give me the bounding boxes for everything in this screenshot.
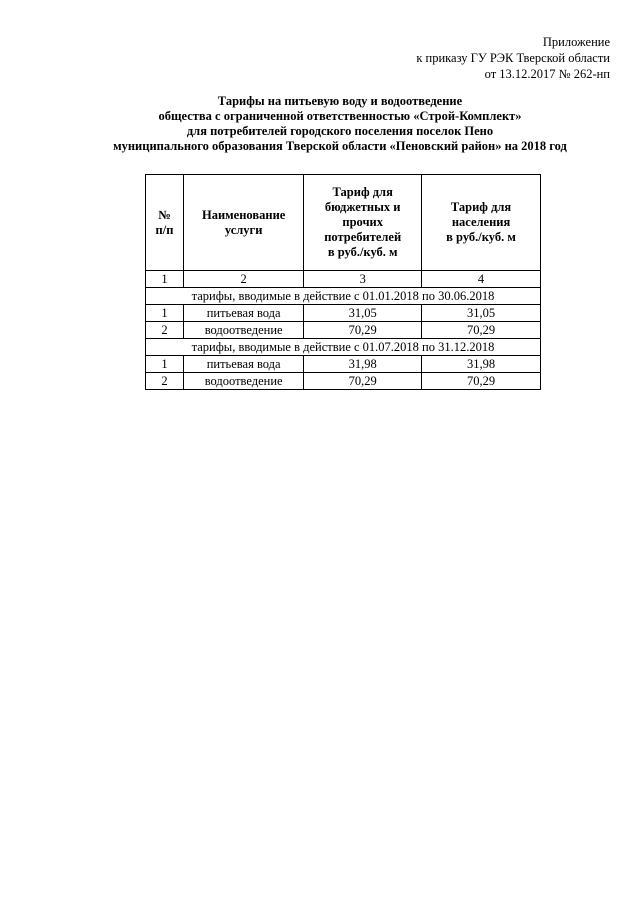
period-row bbox=[146, 288, 541, 305]
title-line-1: Тарифы на питьевую воду и водоотведение bbox=[217, 94, 463, 108]
title-line-3: для потребителей городского поселения поселок Пено bbox=[186, 124, 494, 138]
header-num bbox=[146, 175, 184, 271]
index-cell: 3 bbox=[304, 271, 422, 288]
header-budget-tariff bbox=[304, 175, 422, 271]
row-service: питьевая вода bbox=[184, 356, 304, 373]
header-population-line-1: Тариф для bbox=[450, 200, 512, 214]
header-service-line-1: Наименование bbox=[201, 207, 286, 222]
title-line-2: общества с ограниченной ответственностью «Строй-Комплект» bbox=[158, 109, 522, 123]
row-service: питьевая вода bbox=[184, 305, 304, 322]
header-num-line-2: п/п bbox=[155, 222, 174, 237]
table-row bbox=[146, 322, 541, 339]
row-population-tariff: 70,29 bbox=[422, 373, 541, 390]
row-budget-tariff: 31,05 bbox=[304, 305, 422, 322]
row-service: водоотведение bbox=[184, 373, 304, 390]
row-budget-tariff: 31,98 bbox=[304, 356, 422, 373]
header-population-tariff bbox=[422, 175, 541, 271]
header-service bbox=[184, 175, 304, 271]
header-population-line-3: в руб./куб. м bbox=[446, 230, 516, 244]
row-num: 1 bbox=[146, 356, 184, 373]
row-budget-tariff: 70,29 bbox=[304, 373, 422, 390]
appendix-header bbox=[310, 34, 610, 82]
index-cell: 1 bbox=[146, 271, 184, 288]
header-num-line-1: № bbox=[158, 207, 171, 222]
header-budget-line-5: в руб./куб. м bbox=[327, 245, 398, 259]
row-num: 1 bbox=[146, 305, 184, 322]
period-row bbox=[146, 339, 541, 356]
tariff-table bbox=[145, 174, 541, 390]
index-row bbox=[146, 271, 541, 288]
row-num: 2 bbox=[146, 373, 184, 390]
table-row bbox=[146, 373, 541, 390]
header-service-line-2: услуги bbox=[224, 222, 263, 237]
row-service: водоотведение bbox=[184, 322, 304, 339]
row-population-tariff: 70,29 bbox=[422, 322, 541, 339]
appendix-order-ref: к приказу ГУ РЭК Тверской области bbox=[416, 51, 610, 65]
table-row bbox=[146, 356, 541, 373]
appendix-label: Приложение bbox=[542, 35, 610, 49]
row-population-tariff: 31,05 bbox=[422, 305, 541, 322]
index-cell: 4 bbox=[422, 271, 541, 288]
header-budget-line-1: Тариф для bbox=[332, 185, 393, 199]
header-population-line-2: населения bbox=[451, 215, 511, 229]
appendix-order-date: от 13.12.2017 № 262-нп bbox=[484, 67, 610, 81]
header-budget-line-3: прочих bbox=[342, 215, 383, 229]
row-num: 2 bbox=[146, 322, 184, 339]
document-title bbox=[70, 94, 610, 154]
period-label: тарифы, вводимые в действие с 01.01.2018 по 30.06.2018 bbox=[146, 288, 541, 305]
title-line-4: муниципального образования Тверской области «Пеновский район» на 2018 год bbox=[113, 139, 567, 153]
header-budget-line-4: потребителей bbox=[324, 230, 402, 244]
table-row bbox=[146, 305, 541, 322]
header-budget-line-2: бюджетных и bbox=[324, 200, 401, 214]
table-header-row bbox=[146, 175, 541, 271]
row-budget-tariff: 70,29 bbox=[304, 322, 422, 339]
row-population-tariff: 31,98 bbox=[422, 356, 541, 373]
index-cell: 2 bbox=[184, 271, 304, 288]
period-label: тарифы, вводимые в действие с 01.07.2018 по 31.12.2018 bbox=[146, 339, 541, 356]
